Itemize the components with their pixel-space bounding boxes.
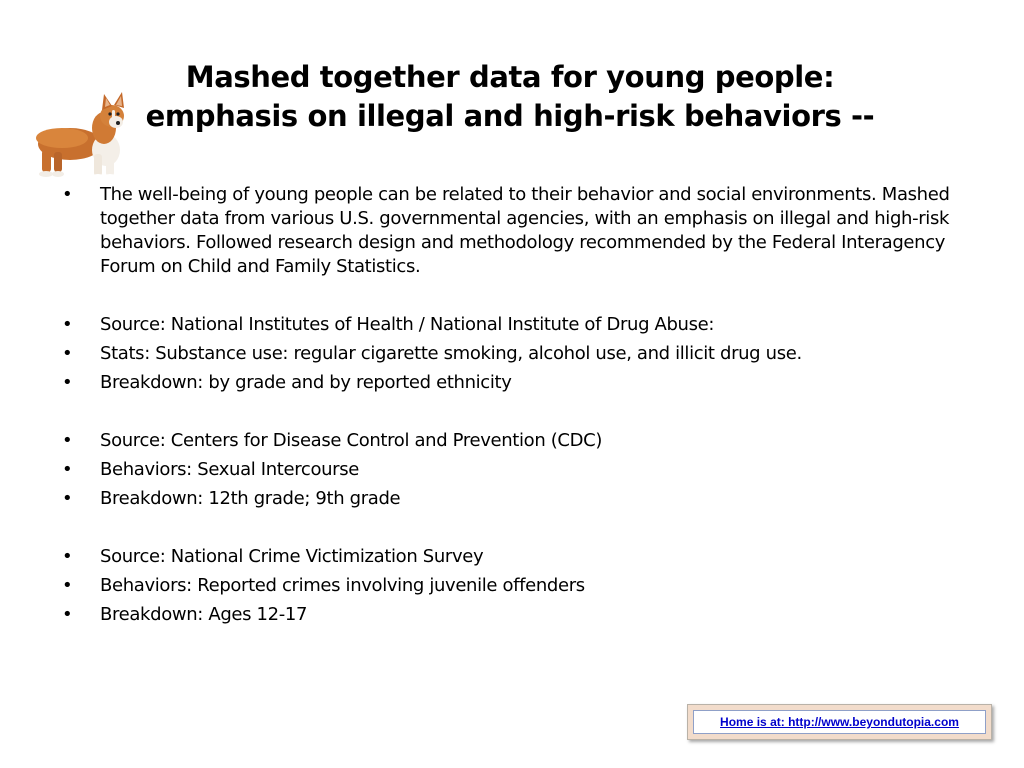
bullet-text: Breakdown: by grade and by reported ethnicity bbox=[100, 372, 512, 393]
bullet-item bbox=[60, 458, 980, 482]
bullet-glyph: • bbox=[62, 314, 73, 335]
bullet-item bbox=[60, 487, 980, 511]
bullet-text: Behaviors: Sexual Intercourse bbox=[100, 459, 359, 480]
bullet-item bbox=[60, 545, 980, 569]
bullet-glyph: • bbox=[62, 343, 73, 364]
slide-title bbox=[110, 58, 910, 136]
bullet-item bbox=[60, 603, 980, 627]
bullet-item bbox=[60, 342, 980, 366]
home-link[interactable]: Home is at: http://www.beyondutopia.com bbox=[720, 715, 959, 729]
bullet-text: Source: National Crime Victimization Survey bbox=[100, 546, 484, 567]
footer-link-box bbox=[687, 704, 992, 740]
bullet-text: The well-being of young people can be related to their behavior and social environments. Mashed together data from various U.S. governmental agencies, with an emphasis on illegal and high-risk behaviors. Followed research design and methodology recommended by the Federal Interagency Forum on Child and Family Statistics. bbox=[100, 184, 950, 277]
bullet-text: Breakdown: 12th grade; 9th grade bbox=[100, 488, 401, 509]
bullet-list bbox=[60, 183, 980, 632]
bullet-item bbox=[60, 429, 980, 453]
bullet-item bbox=[60, 574, 980, 598]
corgi-dog-image bbox=[32, 92, 136, 184]
bullet-text: Behaviors: Reported crimes involving juvenile offenders bbox=[100, 575, 585, 596]
bullet-glyph: • bbox=[62, 459, 73, 480]
bullet-glyph: • bbox=[62, 488, 73, 509]
slide-title-line-2: emphasis on illegal and high-risk behaviors -- bbox=[145, 99, 875, 133]
bullet-glyph: • bbox=[62, 372, 73, 393]
bullet-text: Source: National Institutes of Health / National Institute of Drug Abuse: bbox=[100, 314, 715, 335]
bullet-text: Breakdown: Ages 12-17 bbox=[100, 604, 308, 625]
bullet-text: Source: Centers for Disease Control and Prevention (CDC) bbox=[100, 430, 603, 451]
bullet-glyph: • bbox=[62, 604, 73, 625]
bullet-glyph: • bbox=[62, 184, 73, 205]
bullet-glyph: • bbox=[62, 430, 73, 451]
slide-title-line-1: Mashed together data for young people: bbox=[185, 60, 835, 94]
bullet-glyph: • bbox=[62, 546, 73, 567]
bullet-item bbox=[60, 183, 980, 279]
bullet-text: Stats: Substance use: regular cigarette smoking, alcohol use, and illicit drug use. bbox=[100, 343, 802, 364]
bullet-item bbox=[60, 371, 980, 395]
footer-link-inner bbox=[693, 710, 986, 734]
bullet-item bbox=[60, 313, 980, 337]
bullet-glyph: • bbox=[62, 575, 73, 596]
